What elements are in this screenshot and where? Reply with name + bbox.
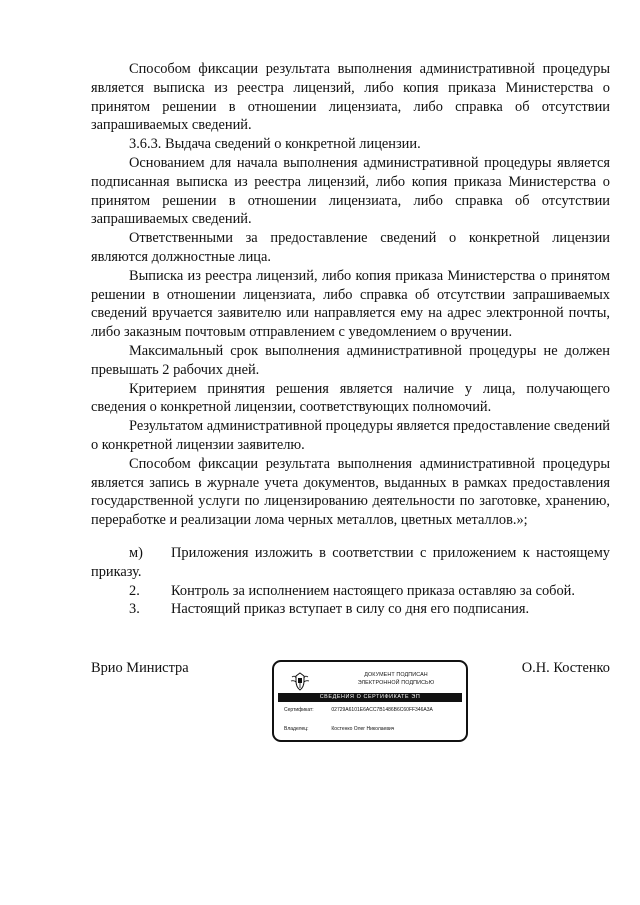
- owner-label: Владелец:: [284, 726, 309, 732]
- list-item: [91, 600, 610, 619]
- paragraph-9: Способом фиксации результата выполнения административной процедуры является запись в журнале учета документов, выданных в рамках предоставления государственной услуги по лицензированию деятельности по заготовке, хранению, переработке и реализации лома черных металлов, цветных металлов.»;: [91, 455, 610, 529]
- certificate-value: 02729A6101E6ACC7B1486B6C60FF346A3A: [331, 707, 433, 713]
- paragraph-6: Максимальный срок выполнения административной процедуры не должен превышать 2 рабочих дней.: [91, 342, 610, 378]
- list-item-text: Настоящий приказ вступает в силу со дня его подписания.: [171, 601, 530, 618]
- signer-name: О.Н. Костенко: [521, 660, 610, 676]
- stamp-certificate-row: [284, 707, 433, 714]
- owner-value: Костенко Олег Николаевич: [331, 726, 395, 732]
- coat-of-arms-icon: [289, 672, 311, 692]
- certificate-label: Сертификат:: [284, 707, 314, 713]
- paragraph-5: Выписка из реестра лицензий, либо копия приказа Министерства о принятом решении в отношении лицензиата, либо справка об отсутствии запрашиваемых сведений вручается заявителю или направляется ему на адрес электронной почты, либо заказным почтовым отправлением с уведомлением о вручении.: [91, 267, 610, 341]
- list-item: [91, 582, 610, 601]
- signer-position: Врио Министра: [91, 660, 189, 676]
- stamp-owner-row: [284, 726, 394, 733]
- list-item-number: 2.: [129, 582, 140, 599]
- paragraph-8: Результатом административной процедуры является предоставление сведений о конкретной лицензии заявителю.: [91, 418, 611, 453]
- list-item-text: Контроль за исполнением настоящего приказа оставляю за собой.: [171, 582, 575, 599]
- stamp-title: [326, 671, 466, 687]
- paragraph-7: Критерием принятия решения является наличие у лица, получающего сведения о конкретной лицензии, соответствующих полномочий.: [91, 380, 610, 416]
- document-body: [91, 60, 610, 619]
- paragraph-1: Способом фиксации результата выполнения административной процедуры является выписка из реестра лицензий, либо копия приказа Министерства о принятом решении в отношении лицензиата, либо справка об отсутствии запрашиваемых сведений.: [91, 61, 610, 134]
- list-item-number: м): [129, 544, 143, 561]
- stamp-certificate-header: СВЕДЕНИЯ О СЕРТИФИКАТЕ ЭП: [278, 693, 462, 702]
- paragraph-4: Ответственными за предоставление сведений о конкретной лицензии являются должностные лица.: [91, 230, 610, 265]
- list-item: [91, 544, 610, 582]
- spacer: [91, 530, 610, 544]
- electronic-signature-stamp: [272, 660, 468, 742]
- paragraph-2: 3.6.3. Выдача сведений о конкретной лицензии.: [129, 136, 421, 153]
- paragraph-3: Основанием для начала выполнения административной процедуры является подписанная выписка из реестра лицензий, либо копия приказа Министерства о принятом решении в отношении лицензиата, либо справка об отсутствии запрашиваемых сведений.: [91, 154, 610, 228]
- list-item-number: 3.: [129, 601, 140, 618]
- stamp-title-line: ЭЛЕКТРОННОЙ ПОДПИСЬЮ: [357, 680, 435, 686]
- stamp-title-line: ДОКУМЕНТ ПОДПИСАН: [364, 672, 428, 678]
- list-item-text: Приложения изложить в соответствии с приложением к настоящему приказу.: [91, 544, 610, 580]
